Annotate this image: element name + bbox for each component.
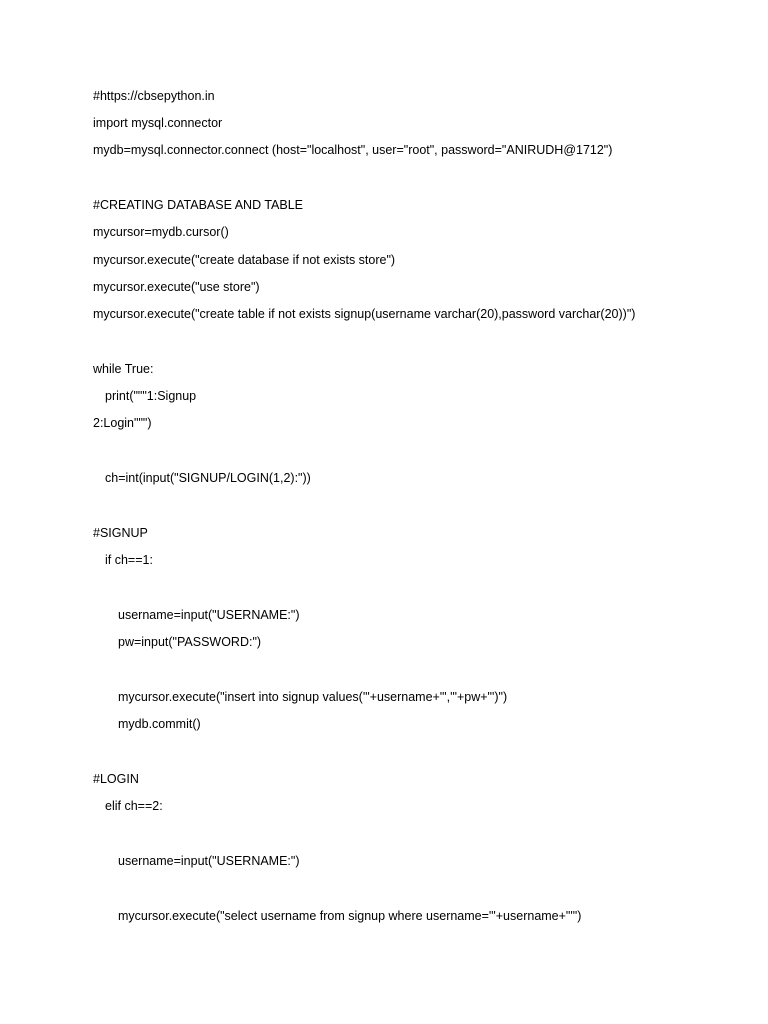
code-line: mycursor.execute("select username from signup where username='"+username+"'") <box>118 909 582 923</box>
code-comment: #LOGIN <box>93 772 139 786</box>
code-line: if ch==1: <box>105 553 153 567</box>
code-comment: #SIGNUP <box>93 526 148 540</box>
code-line: mydb.commit() <box>118 717 201 731</box>
code-line: mycursor.execute("insert into signup values('"+username+"','"+pw+"')") <box>118 690 508 704</box>
code-line: mycursor.execute("create table if not exists signup(username varchar(20),password varchar(20))") <box>93 307 636 321</box>
code-line: 2:Login""") <box>93 416 152 430</box>
code-line: pw=input("PASSWORD:") <box>118 635 262 649</box>
code-line: print("""1:Signup <box>105 389 197 403</box>
code-line: mycursor.execute("use store") <box>93 280 260 294</box>
code-line: ch=int(input("SIGNUP/LOGIN(1,2):")) <box>105 471 311 485</box>
code-comment: #CREATING DATABASE AND TABLE <box>93 198 304 212</box>
code-line: while True: <box>93 362 154 376</box>
code-line: mydb=mysql.connector.connect (host="localhost", user="root", password="ANIRUDH@1712") <box>93 143 613 157</box>
code-line: username=input("USERNAME:") <box>118 608 300 622</box>
code-line: username=input("USERNAME:") <box>118 854 300 868</box>
code-line: elif ch==2: <box>105 799 163 813</box>
code-line: mycursor=mydb.cursor() <box>93 225 229 239</box>
code-line: import mysql.connector <box>93 116 223 130</box>
code-line: mycursor.execute("create database if not exists store") <box>93 253 396 267</box>
code-line: #https://cbsepython.in <box>93 89 215 103</box>
